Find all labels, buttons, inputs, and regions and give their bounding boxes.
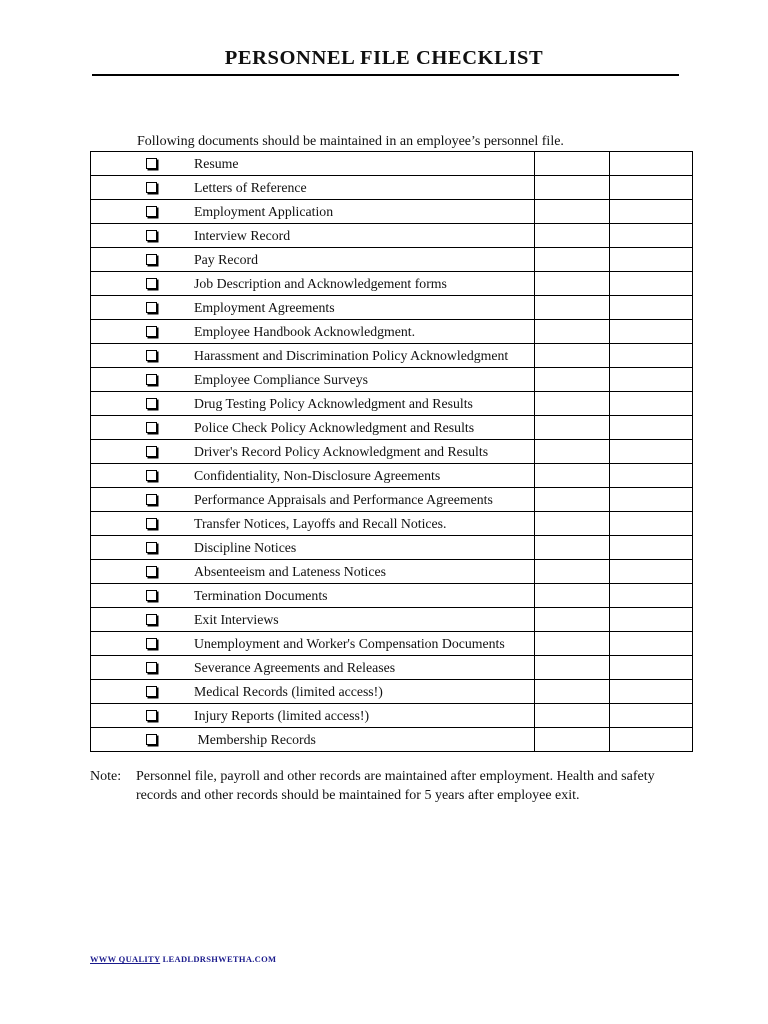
checklist-item-label: Confidentiality, Non-Disclosure Agreements (194, 468, 441, 483)
checklist-blank-cell[interactable] (535, 344, 610, 368)
checklist-blank-cell[interactable] (610, 680, 693, 704)
checklist-row (91, 488, 693, 512)
checklist-item-label: Medical Records (limited access!) (194, 684, 383, 699)
checklist-blank-cell[interactable] (610, 272, 693, 296)
title-underline (92, 74, 679, 76)
checklist-item-cell (91, 632, 535, 656)
note-text: Personnel file, payroll and other records are maintained after employment. Health and safety records and other records should be maintained for 5 years after employee exit. (136, 769, 655, 803)
page-title: PERSONNEL FILE CHECKLIST (224, 47, 544, 69)
checklist-item-cell (91, 512, 535, 536)
checklist-item-cell (91, 152, 535, 176)
checkbox-icon[interactable] (146, 470, 157, 481)
checklist-item-cell (91, 392, 535, 416)
checklist-blank-cell[interactable] (535, 296, 610, 320)
checklist-item-cell (91, 368, 535, 392)
checklist-blank-cell[interactable] (535, 440, 610, 464)
checklist-blank-cell[interactable] (610, 248, 693, 272)
checklist-blank-cell[interactable] (535, 272, 610, 296)
checklist-row (91, 560, 693, 584)
checklist-item-label: Employee Handbook Acknowledgment. (194, 324, 416, 339)
checklist-blank-cell[interactable] (610, 440, 693, 464)
checklist-row (91, 176, 693, 200)
checklist-row (91, 536, 693, 560)
checklist-blank-cell[interactable] (610, 632, 693, 656)
checkbox-icon[interactable] (146, 206, 157, 217)
checklist-item-cell (91, 488, 535, 512)
checklist-item-label: Absenteeism and Lateness Notices (194, 564, 386, 579)
checklist-blank-cell[interactable] (535, 248, 610, 272)
checklist-blank-cell[interactable] (535, 704, 610, 728)
checklist-blank-cell[interactable] (535, 152, 610, 176)
checklist-item-cell (91, 200, 535, 224)
checklist-row (91, 656, 693, 680)
checklist-item-label: Employment Application (194, 204, 334, 219)
checklist-blank-cell[interactable] (535, 680, 610, 704)
checklist-item-cell (91, 296, 535, 320)
checklist-item-label: Unemployment and Worker's Compensation Documents (194, 636, 505, 651)
checklist-item-cell (91, 248, 535, 272)
checklist-blank-cell[interactable] (535, 512, 610, 536)
checklist-item-cell (91, 680, 535, 704)
footer-domain: LEADLDRSHWETHA.COM (160, 954, 277, 964)
checklist-item-label: Police Check Policy Acknowledgment and Results (194, 420, 475, 435)
checklist-blank-cell[interactable] (535, 224, 610, 248)
checklist-blank-cell[interactable] (535, 368, 610, 392)
checklist-item-label: Employee Compliance Surveys (194, 372, 368, 387)
checklist-blank-cell[interactable] (535, 392, 610, 416)
checklist-row (91, 728, 693, 752)
checkbox-icon[interactable] (146, 590, 157, 601)
checkbox-icon[interactable] (146, 686, 157, 697)
checklist-item-cell (91, 728, 535, 752)
checklist-item-cell (91, 656, 535, 680)
checklist-item-label: Pay Record (194, 252, 258, 267)
checklist-item-label: Letters of Reference (194, 180, 307, 195)
checklist-blank-cell[interactable] (610, 560, 693, 584)
checkbox-icon[interactable] (146, 350, 157, 361)
checklist-item-cell (91, 560, 535, 584)
checklist-item-cell (91, 416, 535, 440)
checklist-blank-cell[interactable] (610, 344, 693, 368)
checklist-item-label: Resume (194, 156, 239, 171)
checklist-blank-cell[interactable] (610, 176, 693, 200)
checklist-item-cell (91, 608, 535, 632)
checkbox-icon[interactable] (146, 230, 157, 241)
checklist-item-label: Discipline Notices (194, 540, 297, 555)
checklist-item-label: Injury Reports (limited access!) (194, 708, 370, 723)
checklist-blank-cell[interactable] (610, 296, 693, 320)
checklist-row (91, 632, 693, 656)
checklist-blank-cell[interactable] (535, 464, 610, 488)
checkbox-icon[interactable] (146, 182, 157, 193)
checkbox-icon[interactable] (146, 326, 157, 337)
checklist-blank-cell[interactable] (535, 608, 610, 632)
checklist-row (91, 224, 693, 248)
checklist-blank-cell[interactable] (535, 176, 610, 200)
checklist-blank-cell[interactable] (610, 536, 693, 560)
checklist-item-label: Membership Records (194, 732, 316, 747)
checklist-blank-cell[interactable] (610, 392, 693, 416)
checkbox-icon[interactable] (146, 566, 157, 577)
checklist-item-label: Exit Interviews (194, 612, 279, 627)
checklist-blank-cell[interactable] (535, 536, 610, 560)
checklist-blank-cell[interactable] (535, 560, 610, 584)
checklist-row (91, 440, 693, 464)
checklist-blank-cell[interactable] (610, 368, 693, 392)
footer-link[interactable]: WWW QUALITY (90, 954, 161, 964)
checklist-blank-cell[interactable] (610, 608, 693, 632)
checkbox-icon[interactable] (146, 542, 157, 553)
checklist-blank-cell[interactable] (610, 200, 693, 224)
checklist-item-cell (91, 272, 535, 296)
checklist-item-cell (91, 584, 535, 608)
checklist-row (91, 248, 693, 272)
checklist-item-cell (91, 176, 535, 200)
checklist-item-label: Job Description and Acknowledgement forms (194, 276, 447, 291)
checkbox-icon[interactable] (146, 446, 157, 457)
checklist-item-cell (91, 344, 535, 368)
checklist-item-label: Performance Appraisals and Performance Agreements (194, 492, 493, 507)
checklist-row (91, 680, 693, 704)
checkbox-icon[interactable] (146, 422, 157, 433)
checkbox-icon[interactable] (146, 710, 157, 721)
checklist-item-label: Drug Testing Policy Acknowledgment and Results (194, 396, 473, 411)
checkbox-icon[interactable] (146, 374, 157, 385)
checklist-blank-cell[interactable] (535, 584, 610, 608)
checklist-row (91, 464, 693, 488)
checkbox-icon[interactable] (146, 494, 157, 505)
checklist-blank-cell[interactable] (610, 464, 693, 488)
checklist-blank-cell[interactable] (610, 704, 693, 728)
checklist-blank-cell[interactable] (610, 512, 693, 536)
checklist-item-label: Termination Documents (194, 588, 328, 603)
checklist-blank-cell[interactable] (610, 488, 693, 512)
checklist-row (91, 512, 693, 536)
checklist-blank-cell[interactable] (535, 656, 610, 680)
checklist-item-label: Harassment and Discrimination Policy Acknowledgment (194, 348, 509, 363)
checkbox-icon[interactable] (146, 158, 157, 169)
checklist-row (91, 272, 693, 296)
checklist-row (91, 344, 693, 368)
checklist-blank-cell[interactable] (535, 632, 610, 656)
checklist-blank-cell[interactable] (535, 416, 610, 440)
checklist-blank-cell[interactable] (535, 728, 610, 752)
checkbox-icon[interactable] (146, 614, 157, 625)
checklist-blank-cell[interactable] (535, 488, 610, 512)
checklist-row (91, 200, 693, 224)
checklist-table (90, 151, 693, 752)
checklist-row (91, 368, 693, 392)
checkbox-icon[interactable] (146, 302, 157, 313)
checklist-row (91, 392, 693, 416)
intro-text: Following documents should be maintained in an employee’s personnel file. (137, 134, 564, 149)
checklist-blank-cell[interactable] (610, 656, 693, 680)
checklist-item-label: Transfer Notices, Layoffs and Recall Notices. (194, 516, 447, 531)
checkbox-icon[interactable] (146, 518, 157, 529)
checklist-blank-cell[interactable] (610, 728, 693, 752)
checklist-row (91, 320, 693, 344)
checkbox-icon[interactable] (146, 398, 157, 409)
checklist-blank-cell[interactable] (610, 584, 693, 608)
checkbox-icon[interactable] (146, 254, 157, 265)
checkbox-icon[interactable] (146, 662, 157, 673)
checklist-item-cell (91, 224, 535, 248)
checklist-item-cell (91, 536, 535, 560)
checklist-item-label: Interview Record (194, 228, 291, 243)
checklist-blank-cell[interactable] (535, 200, 610, 224)
checklist-item-cell (91, 464, 535, 488)
checklist-blank-cell[interactable] (610, 320, 693, 344)
checklist-item-label: Driver's Record Policy Acknowledgment and Results (194, 444, 489, 459)
checklist-item-cell (91, 440, 535, 464)
checklist-row (91, 608, 693, 632)
checklist-blank-cell[interactable] (610, 224, 693, 248)
checklist-row (91, 152, 693, 176)
checklist-item-cell (91, 320, 535, 344)
checklist-blank-cell[interactable] (610, 152, 693, 176)
checkbox-icon[interactable] (146, 278, 157, 289)
checklist-item-cell (91, 704, 535, 728)
checkbox-icon[interactable] (146, 638, 157, 649)
checklist-item-label: Employment Agreements (194, 300, 335, 315)
checklist-blank-cell[interactable] (610, 416, 693, 440)
checklist-row (91, 704, 693, 728)
checklist-row (91, 296, 693, 320)
checklist-blank-cell[interactable] (535, 320, 610, 344)
footer-url[interactable] (90, 954, 276, 964)
checklist-row (91, 584, 693, 608)
note-label: Note: (90, 769, 122, 784)
checkbox-icon[interactable] (146, 734, 157, 745)
checklist-row (91, 416, 693, 440)
checklist-item-label: Severance Agreements and Releases (194, 660, 396, 675)
